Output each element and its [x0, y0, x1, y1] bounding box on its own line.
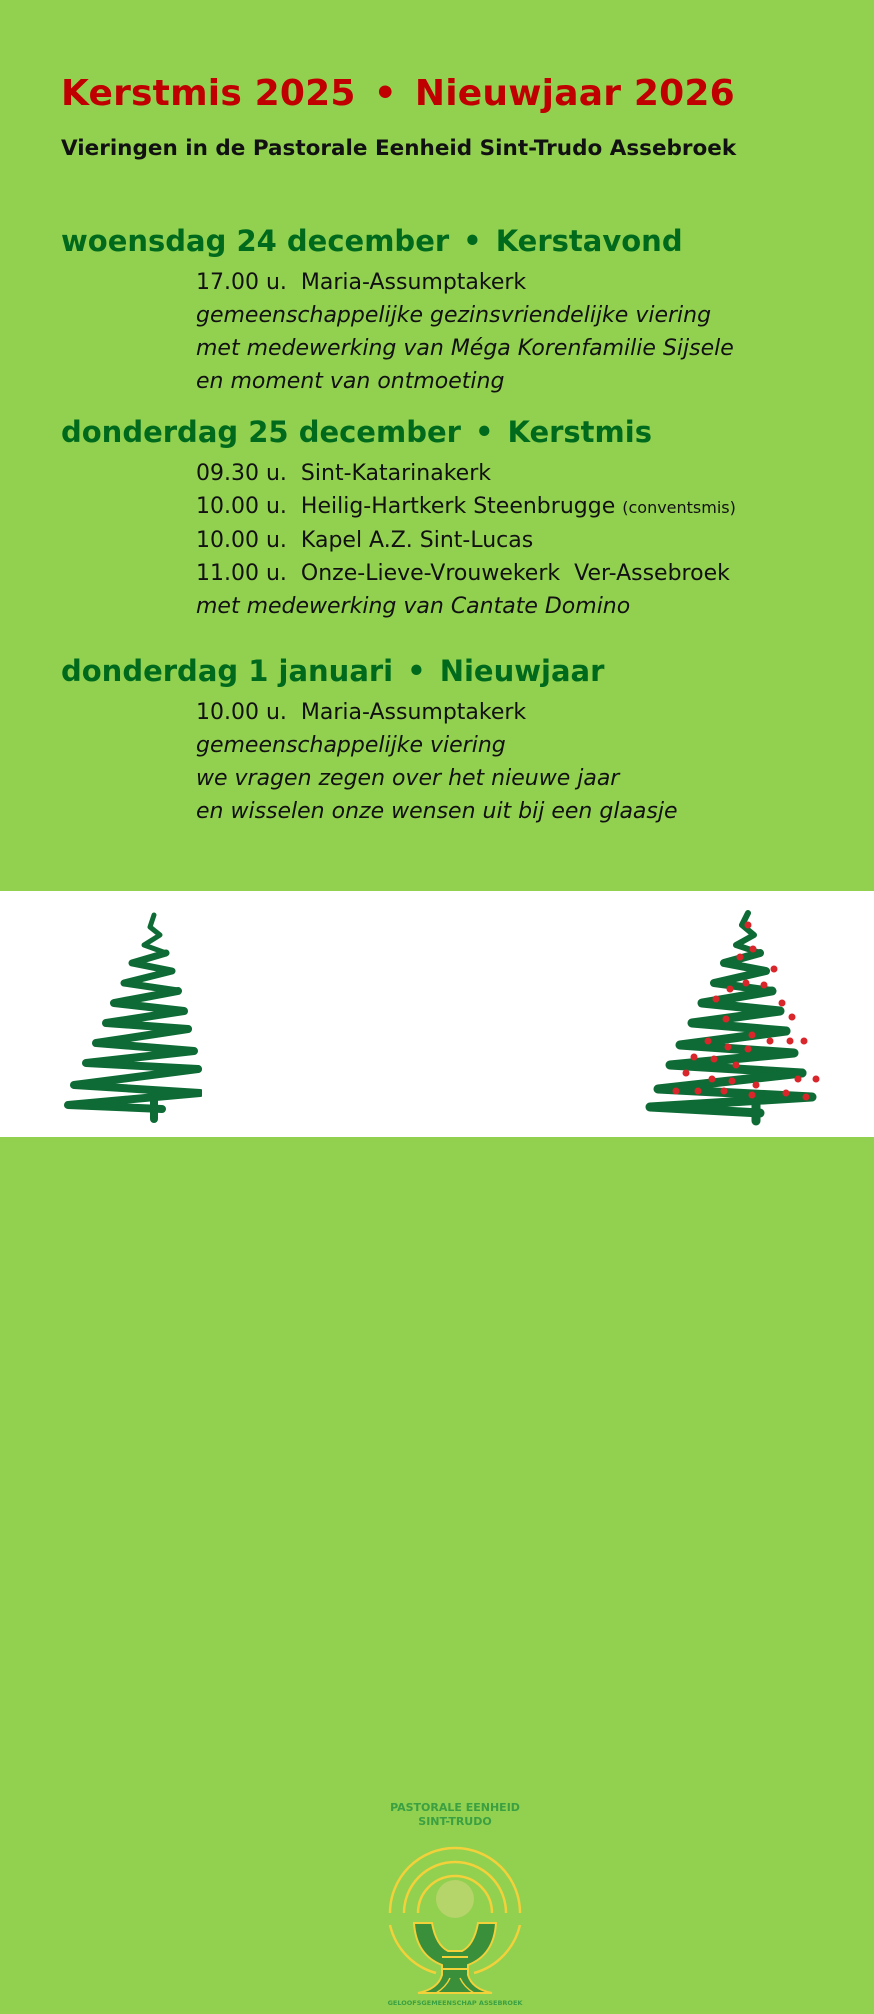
logo-title [380, 1801, 530, 1829]
service-time: 10.00 u. [196, 494, 287, 519]
separator: • [474, 415, 494, 449]
decorated-christmas-tree-icon [640, 907, 820, 1129]
section-heading-new-year [61, 654, 604, 688]
service-extra: (conventsmis) [622, 498, 736, 517]
service-time: 17.00 u. [196, 270, 287, 295]
page-title [61, 73, 735, 114]
feast-label: Kerstmis [507, 415, 652, 449]
logo-subtitle: GELOOFSGEMEENSCHAP ASSEBROEK [387, 1999, 523, 2007]
christmas-tree-icon [62, 909, 202, 1124]
service-time: 11.00 u. [196, 561, 287, 586]
service-line [196, 457, 736, 490]
monstrance-icon [380, 1833, 530, 1995]
feast-label: Kerstavond [495, 224, 683, 258]
section-body-new-year [196, 696, 678, 828]
service-line [196, 696, 678, 729]
service-line [196, 266, 734, 299]
service-note: en wisselen onze wensen uit bij een glaasje [196, 799, 678, 824]
service-place: Kapel A.Z. Sint-Lucas [300, 528, 534, 553]
service-time: 09.30 u. [196, 461, 287, 486]
logo-title-line1: PASTORALE EENHEID [390, 1801, 520, 1814]
service-line [196, 524, 736, 557]
service-line [196, 557, 736, 590]
service-note: gemeenschappelijke gezinsvriendelijke viering [196, 303, 712, 328]
section-heading-christmas-eve [61, 224, 683, 258]
title-christmas: Kerstmis 2025 [61, 73, 356, 114]
day-label: donderdag 1 januari [61, 654, 394, 688]
service-place: Heilig-Hartkerk Steenbrugge [300, 494, 616, 519]
service-note: we vragen zegen over het nieuwe jaar [196, 766, 620, 791]
day-label: woensdag 24 december [61, 224, 450, 258]
service-place: Maria-Assumptakerk [300, 700, 527, 725]
day-label: donderdag 25 december [61, 415, 461, 449]
subtitle: Vieringen in de Pastorale Eenheid Sint-Trudo Assebroek [61, 136, 737, 161]
separator: • [407, 654, 426, 688]
service-place: Onze-Lieve-Vrouwekerk Ver-Assebroek [300, 561, 730, 586]
pastorale-eenheid-logo [380, 1799, 530, 2014]
service-place: Sint-Katarinakerk [300, 461, 491, 486]
section-body-christmas [196, 457, 736, 623]
service-time: 10.00 u. [196, 700, 287, 725]
feast-label: Nieuwjaar [439, 654, 605, 688]
service-note: gemeenschappelijke viering [196, 733, 506, 758]
title-separator: • [373, 73, 397, 114]
service-line [196, 490, 736, 524]
logo-title-line2: SINT-TRUDO [418, 1815, 492, 1828]
service-note: en moment van ontmoeting [196, 369, 505, 394]
title-new-year: Nieuwjaar 2026 [414, 73, 735, 114]
service-note: met medewerking van Cantate Domino [196, 594, 631, 619]
footer-white-band [0, 891, 874, 2007]
service-time: 10.00 u. [196, 528, 287, 553]
separator: • [463, 224, 482, 258]
service-place: Maria-Assumptakerk [300, 270, 527, 295]
service-note: met medewerking van Méga Korenfamilie Sijsele [196, 336, 734, 361]
section-body-christmas-eve [196, 266, 734, 398]
top-green-panel [0, 0, 874, 891]
bottom-green-panel [0, 1137, 874, 1236]
section-heading-christmas [61, 415, 652, 449]
